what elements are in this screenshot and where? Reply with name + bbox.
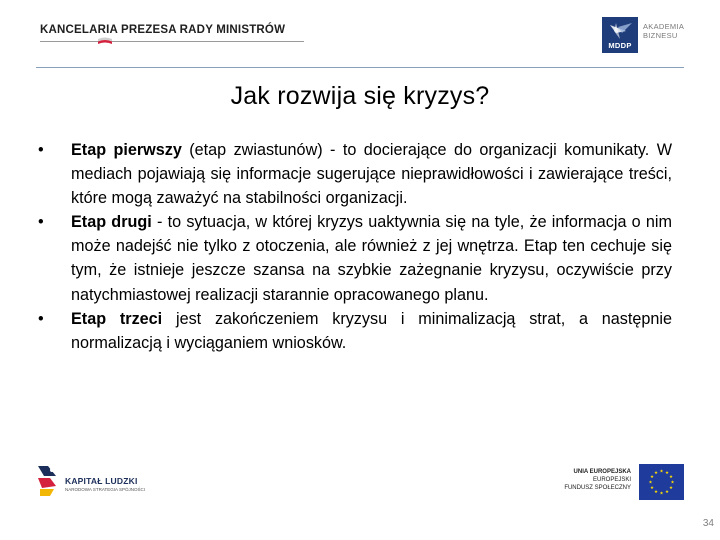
header-divider: [36, 67, 684, 68]
bullet-2-heading: Etap drugi: [71, 213, 152, 232]
eu-star-icon: ★: [669, 485, 674, 491]
bullet-1-heading: Etap pierwszy: [71, 141, 182, 159]
eu-star-icon: ★: [670, 479, 675, 485]
akademia-biznesu-logo: [643, 22, 684, 40]
bullet-item-3: [38, 307, 672, 355]
akademia-line2: BIZNESU: [643, 31, 678, 40]
bullet-list: [38, 138, 672, 355]
eu-star-icon: ★: [659, 468, 664, 474]
kapital-ludzki-subtitle: NARODOWA STRATEGIA SPÓJNOŚCI: [65, 487, 146, 492]
eu-line2: EUROPEJSKI: [592, 477, 631, 483]
bullet-item-2: [38, 210, 672, 306]
eu-line1: UNIA EUROPEJSKA: [573, 469, 631, 475]
eu-logo-text: [563, 468, 631, 492]
eu-star-icon: ★: [669, 474, 674, 480]
kprm-title: KANCELARIA PREZESA RADY MINISTRÓW: [40, 24, 286, 36]
eu-star-icon: ★: [648, 479, 653, 485]
kapital-ludzki-title: KAPITAŁ LUDZKI: [65, 476, 138, 486]
akademia-line1: AKADEMIA: [643, 22, 685, 31]
bullet-dot: •: [38, 141, 44, 159]
eu-line3: FUNDUSZ SPOŁECZNY: [564, 485, 631, 491]
eu-star-icon: ★: [649, 474, 654, 480]
slide-title: Jak rozwija się kryzys?: [230, 82, 490, 110]
page-number: 34: [702, 518, 714, 529]
mddp-logo-text: MDDP: [608, 41, 632, 50]
bullet-2-text: - to sytuacja, w której kryzys uaktywnia się na tyle, że informacja o nim może nadejść nie tylko z otoczenia, ale również z jej wnętrza. Etap ten cechuje się tym, że istnieje jeszcze szansa na szybkie zażegnanie kryzysu, oczywiście przy natychmiastowej realizacji starannie opracowanego planu.: [71, 213, 672, 304]
eu-star-icon: ★: [664, 489, 670, 495]
bullet-3-text: jest zakończeniem kryzysu i minimalizacją strat, a następnie normalizacją i wyciąganiem wniosków.: [71, 309, 672, 352]
bullet-dot: •: [38, 213, 44, 232]
bullet-3-heading: Etap trzeci: [71, 309, 163, 328]
eu-flag-icon: [639, 464, 684, 500]
eu-star-icon: ★: [649, 485, 654, 491]
eu-star-icon: ★: [659, 490, 664, 496]
eu-star-icon: ★: [653, 470, 659, 476]
mddp-logo: [602, 17, 638, 53]
eu-star-icon: ★: [653, 489, 659, 495]
kprm-divider: [40, 41, 304, 42]
kprm-logo: [40, 24, 304, 36]
eu-star-icon: ★: [664, 470, 670, 476]
bullet-item-1: [38, 138, 672, 210]
bullet-dot: •: [38, 309, 44, 328]
kapital-ludzki-emblem-icon: [36, 462, 58, 498]
bullet-1-text: (etap zwiastunów) - to docierające do organizacji komunikaty. W mediach pojawiają się informacje sugerujące nieprawidłowości i zawierające treści, które mogą zaważyć na stabilności organizacji.: [71, 141, 672, 208]
polish-flag-icon: [98, 37, 112, 46]
kapital-ludzki-logo: [36, 462, 156, 500]
